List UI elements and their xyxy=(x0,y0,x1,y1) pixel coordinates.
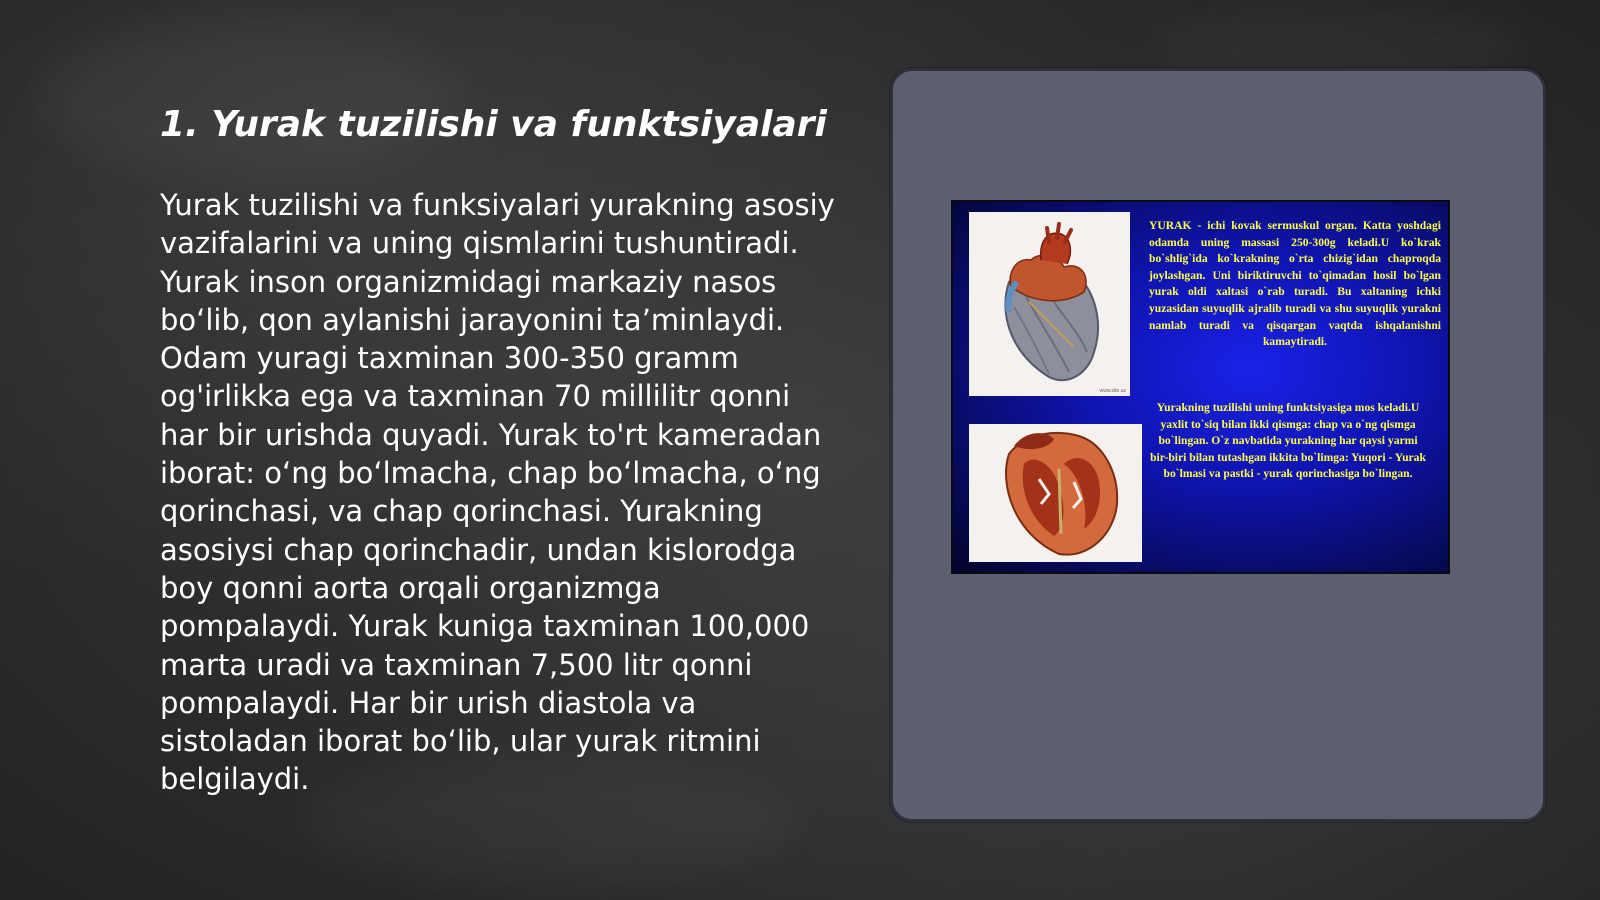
photo-credit: www.site.uz xyxy=(1099,388,1126,394)
heart-definition-text: YURAK - ichi kovak sermuskul organ. Katta yoshdagi odamda uning massasi 250-300g keladi.U ko`krak bo`shlig`ida ko`krakning o`rta chizig`idan chaproqda joylashgan. Uni biriktiruvchi to`qimadan hosil bo`lgan yurak oldi xaltasi o`rab turadi. Bu xaltaning ichki yuzasidan suyuqlik ajralib turadi va shu suyuqlik yurakni namlab turadi va qisqargan vaqtda ishqalanishni kamaytiradi. xyxy=(1149,219,1441,349)
heart-structure-text: Yurakning tuzilishi uning funktsiyasiga mos keladi.U yaxlit to`siq bilan ikki qismga: chap va o`ng qismga bo`lingan. O`z navbatida yurakning har qaysi yarmi bir-biri bilan tutashgan ikkita bo`limga: Yuqori - Yurak bo`lmasi va pastki - yurak qorinchasiga bo`lingan. xyxy=(1150,401,1426,481)
slide-title: 1. Yurak tuzilishi va funktsiyalari xyxy=(160,104,827,145)
heart-cross-section-illustration xyxy=(969,424,1142,562)
slide-body-text: Yurak tuzilishi va funksiyalari yurakning asosiy vazifalarini va uning qismlarini tushuntiradi. Yurak inson organizmidagi markaziy nasos bo‘lib, qon aylanishi jarayonini ta’minlaydi. Odam yuragi taxminan 300-350 gramm og'irlikka ega va taxminan 70 millilitr qonni har bir urishda quyadi. Yurak to'rt kameradan iborat: o‘ng bo‘lmacha, chap bo‘lmacha, o‘ng qorinchasi, va chap qorinchasi. Yurakning asosiysi chap qorinchadir, undan kislorodga boy qonni aorta orqali organizmga pompalaydi. Yurak kuniga taxminan 100,000 marta uradi va taxminan 7,500 litr qonni pompalaydi. Har bir urish diastola va sistoladan iborat bo‘lib, ular yurak ritmini belgilaydi. xyxy=(160,188,835,797)
chalk-smudge xyxy=(40,20,460,180)
heart-exterior-illustration xyxy=(969,212,1130,396)
heart-info-image xyxy=(951,200,1450,574)
